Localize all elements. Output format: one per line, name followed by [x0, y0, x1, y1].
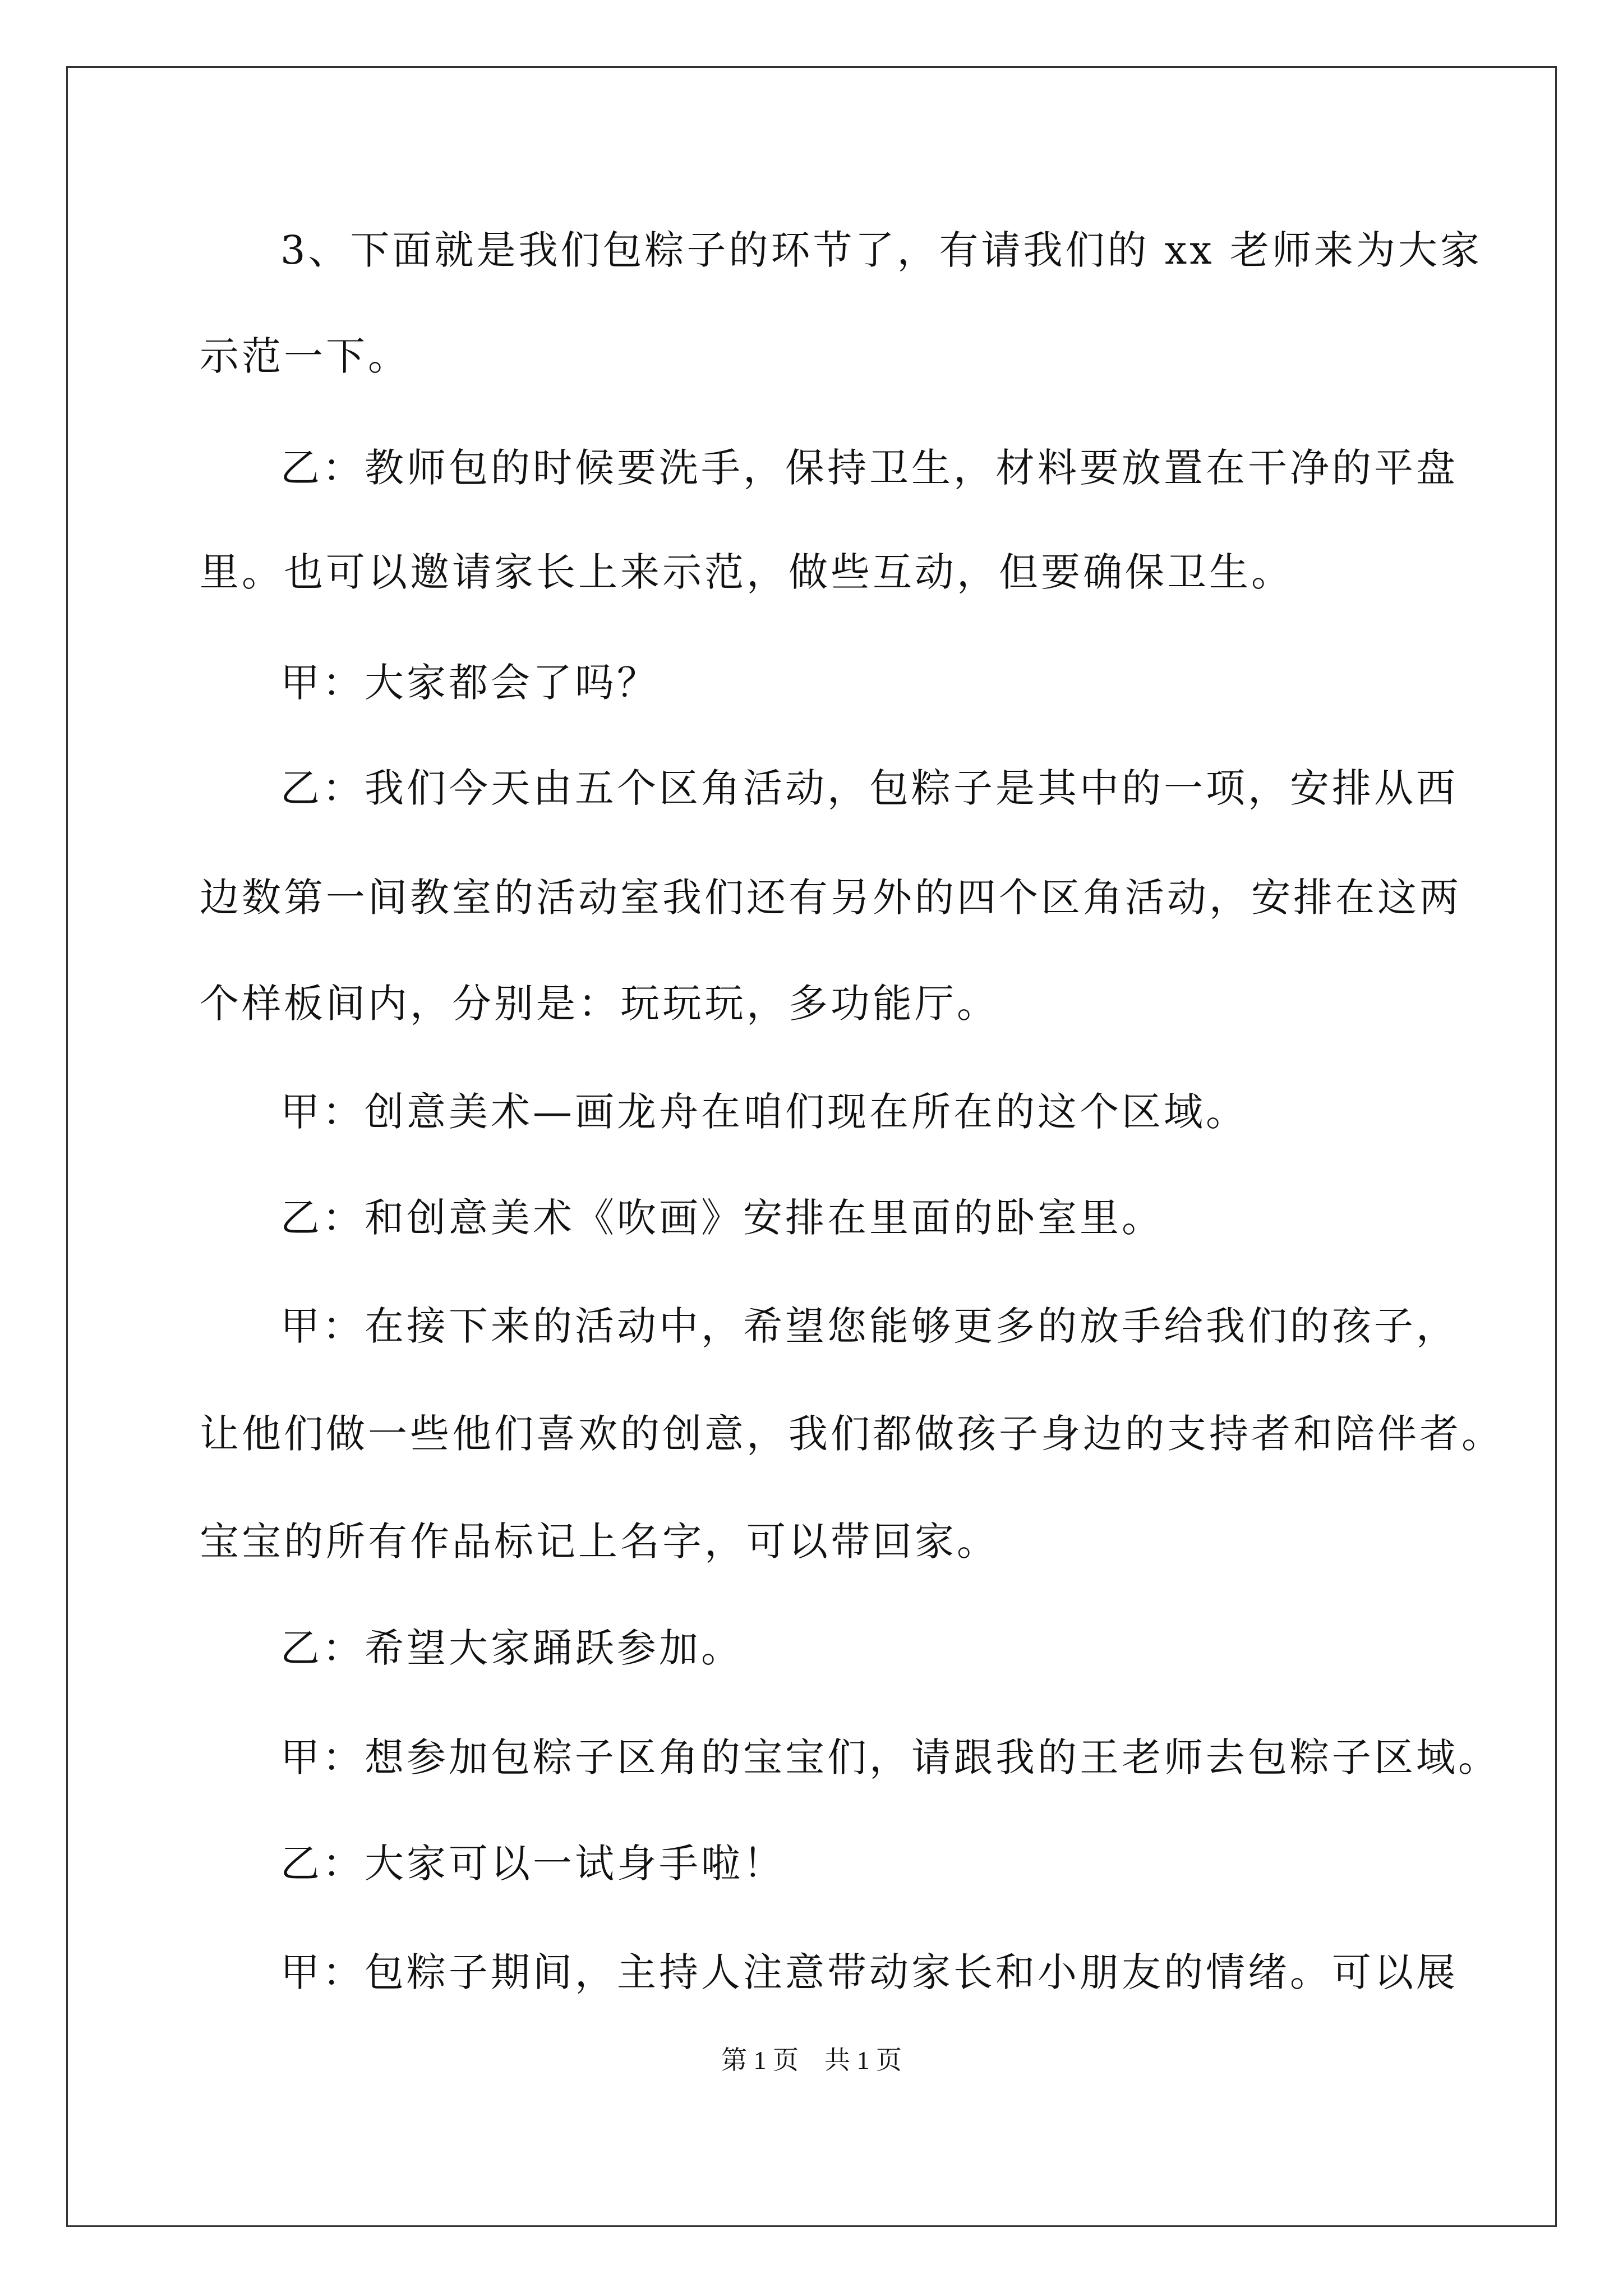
paragraph-line: 甲：想参加包粽子区角的宝宝们，请跟我的王老师去包粽子区域。	[280, 1734, 1500, 1780]
paragraph-line: 示范一下。	[200, 333, 410, 379]
paragraph-line: 甲：创意美术—画龙舟在咱们现在所在的这个区域。	[280, 1089, 1248, 1135]
paragraph-line: 乙：我们今天由五个区角活动，包粽子是其中的一项，安排从西	[280, 765, 1458, 811]
page-number: 第 1 页 共 1 页	[721, 2046, 902, 2074]
paragraph-line: 里。也可以邀请家长上来示范，做些互动，但要确保卫生。	[200, 549, 1293, 595]
paragraph-line: 乙：教师包的时候要洗手，保持卫生，材料要放置在干净的平盘	[280, 445, 1458, 491]
paragraph-line: 乙：希望大家踊跃参加。	[280, 1625, 743, 1671]
paragraph-line: 甲：在接下来的活动中，希望您能够更多的放手给我们的孩子，	[280, 1303, 1458, 1349]
paragraph-line: 3、下面就是我们包粽子的环节了，有请我们的 xx 老师来为大家	[280, 227, 1482, 273]
paragraph-line: 乙：大家可以一试身手啦！	[280, 1841, 785, 1887]
paragraph-line: 边数第一间教室的活动室我们还有另外的四个区角活动，安排在这两	[200, 875, 1461, 921]
paragraph-line: 甲：大家都会了吗？	[280, 660, 659, 706]
paragraph-line: 甲：包粽子期间，主持人注意带动家长和小朋友的情绪。可以展	[280, 1949, 1458, 1995]
paragraph-line: 个样板间内，分别是：玩玩玩，多功能厅。	[200, 981, 999, 1027]
page-border	[66, 66, 1557, 2227]
paragraph-line: 让他们做一些他们喜欢的创意，我们都做孩子身边的支持者和陪伴者。	[200, 1411, 1504, 1457]
paragraph-line: 宝宝的所有作品标记上名字，可以带回家。	[200, 1519, 999, 1565]
paragraph-line: 乙：和创意美术《吹画》安排在里面的卧室里。	[280, 1195, 1164, 1241]
